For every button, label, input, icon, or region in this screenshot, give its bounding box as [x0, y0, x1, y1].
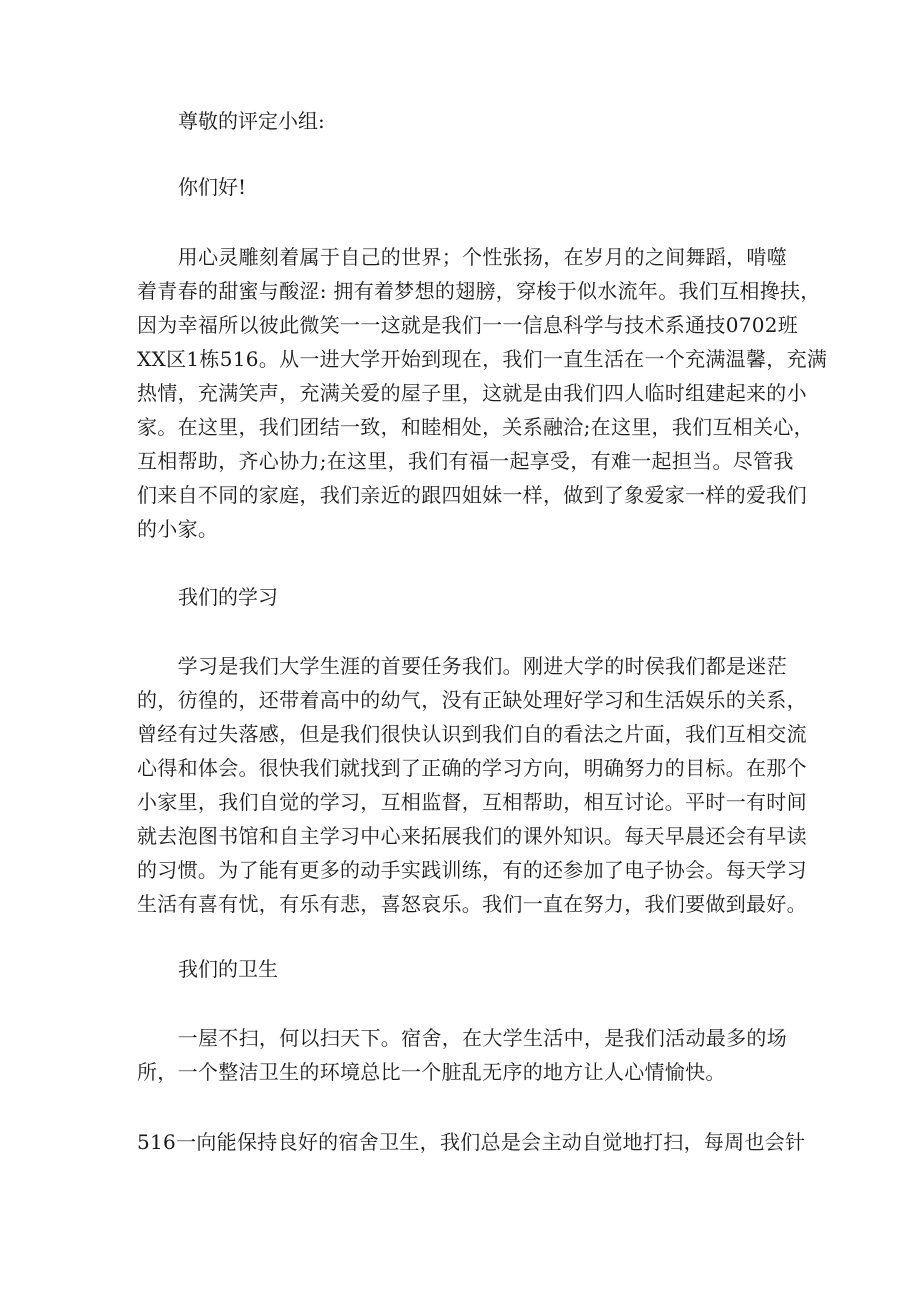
paragraph-line: 学习是我们大学生涯的首要任务我们。刚进大学的时侯我们都是迷茫 [137, 654, 787, 678]
study-paragraph [137, 649, 807, 921]
paragraph-line: 因为幸福所以彼此微笑一一这就是我们一一信息科学与技术系通技0702班 [137, 313, 799, 337]
intro-paragraph [137, 240, 828, 546]
paragraph-line: 生活有喜有忧，有乐有悲，喜怒哀乐。我们一直在努力，我们要做到最好。 [137, 892, 807, 916]
paragraph-line: 用心灵雕刻着属于自己的世界；个性张扬，在岁月的之间舞蹈，啃噬 [137, 245, 787, 269]
paragraph-line: 家。在这里，我们团结一致，和睦相处，关系融洽;在这里，我们互相关心， [137, 415, 814, 439]
paragraph-line: 的，彷徨的，还带着高中的幼气，没有正缺处理好学习和生活娱乐的关系， [137, 688, 807, 712]
paragraph-line: 516一向能保持良好的宿舍卫生，我们总是会主动自觉地打扫，每周也会针 [137, 1130, 806, 1154]
paragraph-line: 热情，充满笑声，充满关爱的屋子里，这就是由我们四人临时组建起来的小 [137, 381, 807, 405]
paragraph-line: 所，一个整洁卫生的环境总比一个脏乱无序的地方让人心情愉快。 [137, 1060, 726, 1084]
tail-paragraph [137, 1125, 806, 1159]
paragraph-line: 的习惯。为了能有更多的动手实践训练，有的还参加了电子协会。每天学习 [137, 858, 807, 882]
paragraph-line: 互相帮助，齐心协力;在这里，我们有福一起享受，有难一起担当。尽管我 [137, 449, 794, 473]
paragraph-line: XX区1栋516。从一进大学开始到现在，我们一直生活在一个充满温馨，充满 [137, 347, 828, 371]
paragraph-line: 一屋不扫，何以扫天下。宿舍，在大学生活中，是我们活动最多的场 [137, 1026, 787, 1050]
paragraph-line: 们来自不同的家庭，我们亲近的跟四姐妹一样，做到了象爱家一样的爱我们 [137, 483, 807, 507]
hygiene-paragraph [137, 1021, 787, 1089]
paragraph-line: 曾经有过失落感，但是我们很快认识到我们自的看法之片面，我们互相交流 [137, 722, 807, 746]
greeting: 你们好! [178, 175, 247, 199]
paragraph-line: 小家里，我们自觉的学习，互相监督，互相帮助，相互讨论。平时一有时间 [137, 790, 807, 814]
paragraph-line: 心得和体会。很快我们就找到了正确的学习方向，明确努力的目标。在那个 [137, 756, 807, 780]
section-heading-hygiene: 我们的卫生 [178, 957, 278, 981]
paragraph-line: 的小家。 [137, 517, 219, 541]
paragraph-line: 着青春的甜蜜与酸涩: 拥有着梦想的翅膀，穿梭于似水流年。我们互相搀扶， [137, 279, 821, 303]
section-heading-study: 我们的学习 [178, 585, 278, 609]
paragraph-line: 就去泡图书馆和自主学习中心来拓展我们的课外知识。每天早晨还会有早读 [137, 824, 807, 848]
salutation: 尊敬的评定小组: [178, 109, 325, 133]
